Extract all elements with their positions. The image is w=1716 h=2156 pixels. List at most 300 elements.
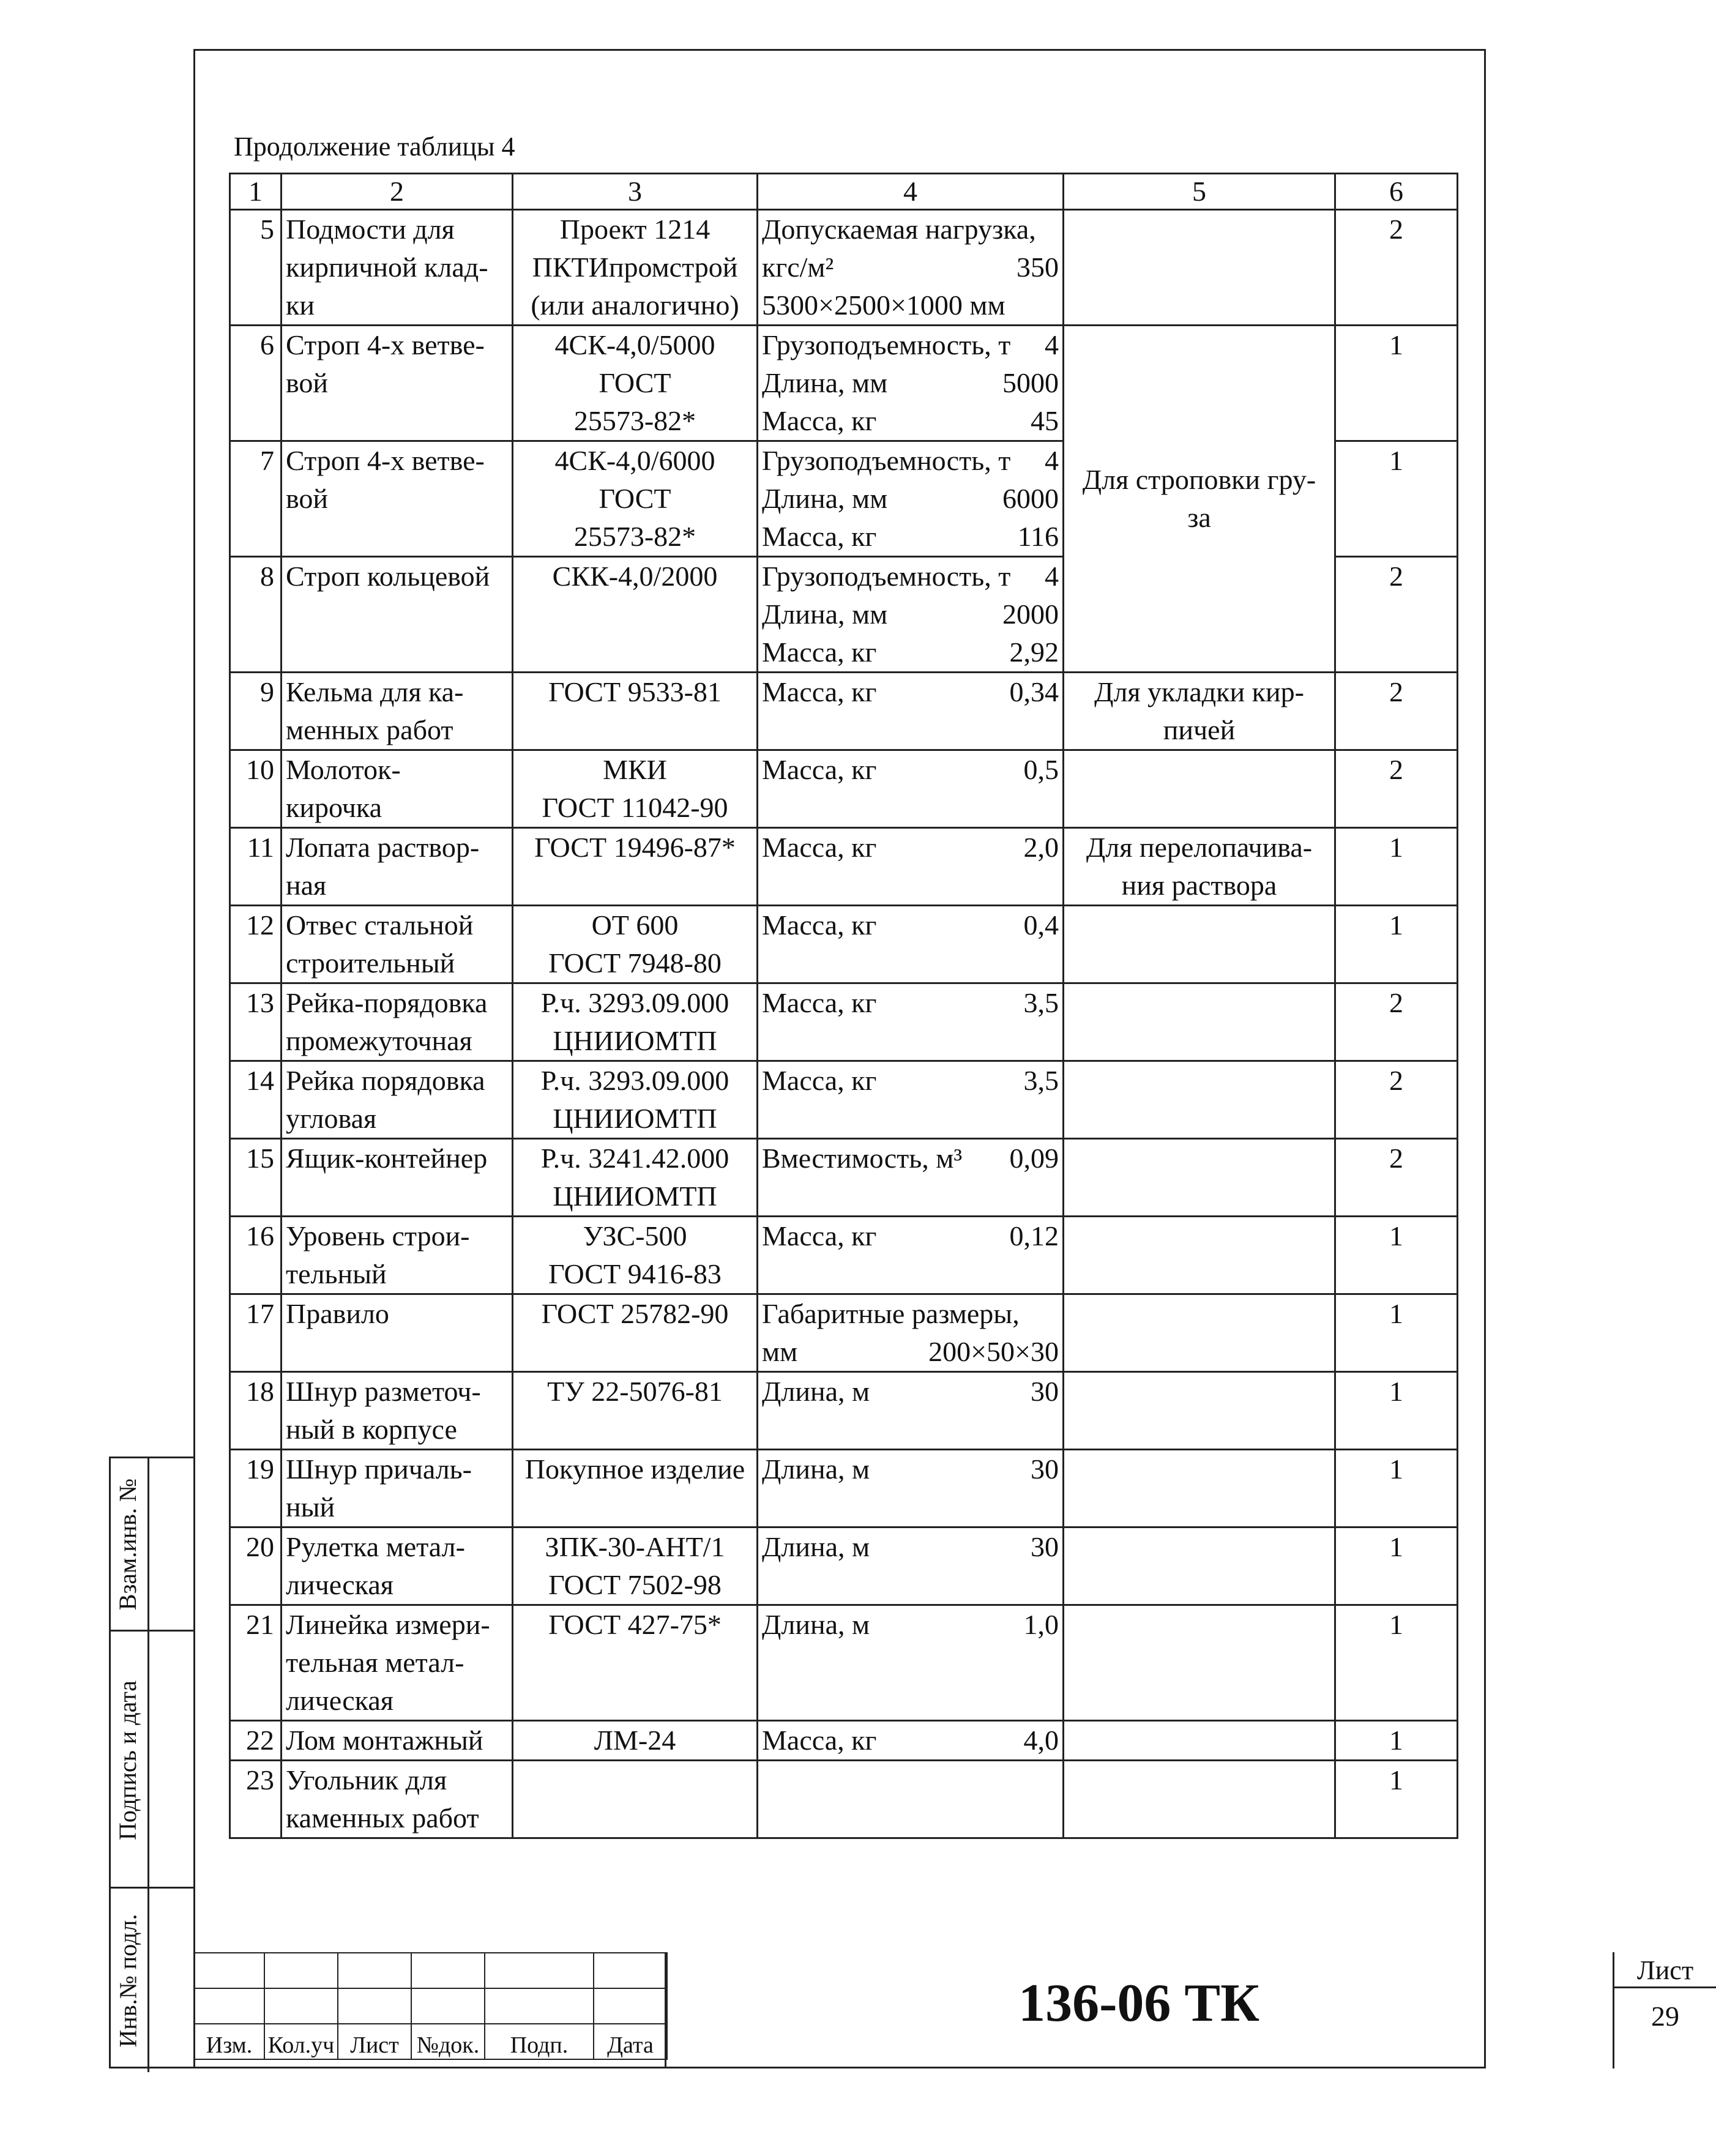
item-quantity: 1 <box>1335 1761 1458 1838</box>
cell-line: Ящик-контейнер <box>286 1143 488 1174</box>
item-mark <box>513 210 758 326</box>
cell-line: ГОСТ 7502-98 <box>548 1569 722 1600</box>
param-label: Длина, м <box>762 1609 870 1640</box>
item-note <box>1064 828 1335 906</box>
row-number: 20 <box>230 1527 282 1605</box>
item-mark <box>513 1721 758 1761</box>
param-line <box>762 211 1059 248</box>
item-quantity: 1 <box>1335 828 1458 906</box>
cell-line: Лом монтажный <box>286 1725 483 1756</box>
header-cell: 3 <box>513 174 758 210</box>
param-label: Габаритные размеры, <box>762 1298 1020 1329</box>
param-value: 3,5 <box>1023 1065 1059 1096</box>
param-label: Вместимость, м³ <box>762 1143 963 1174</box>
param-label: Допускаемая нагрузка, <box>762 214 1036 245</box>
param-line <box>762 518 1059 556</box>
cell-line: Проект 1214 <box>559 214 711 245</box>
item-quantity: 2 <box>1335 210 1458 326</box>
cell-line: ГОСТ 427-75* <box>548 1609 722 1640</box>
item-name <box>282 1061 513 1139</box>
item-note <box>1064 750 1335 828</box>
item-mark <box>513 750 758 828</box>
cell-line: ГОСТ <box>599 367 671 398</box>
item-params <box>758 1450 1064 1527</box>
table-row <box>230 750 1458 828</box>
cell-line: кирпичной клад- <box>286 252 488 283</box>
item-name <box>282 1294 513 1372</box>
item-mark <box>513 1372 758 1450</box>
row-number: 7 <box>230 441 282 557</box>
item-note <box>1064 673 1335 750</box>
item-quantity: 1 <box>1335 1721 1458 1761</box>
param-line <box>762 442 1059 480</box>
title-block-column-label: №док. <box>411 2024 485 2059</box>
document-code: 136-06 ТК <box>1018 1974 1259 2033</box>
param-label: мм <box>762 1336 798 1367</box>
cell-line: ГОСТ 19496-87* <box>534 832 736 863</box>
cell-line: 25573-82* <box>573 521 696 552</box>
param-line <box>762 1606 1059 1644</box>
param-line <box>762 829 1059 867</box>
cell-line: Для укладки кир- <box>1094 676 1304 707</box>
cell-line: Лопата раствор- <box>286 832 480 863</box>
cell-line: Молоток- <box>286 754 401 785</box>
param-label: Длина, м <box>762 1376 870 1407</box>
cell-line: Рейка-порядовка <box>286 987 488 1018</box>
item-params <box>758 441 1064 557</box>
param-line <box>762 1721 1059 1759</box>
param-value: 1,0 <box>1023 1609 1059 1640</box>
cell-line: вой <box>286 367 329 398</box>
cell-line: ОТ 600 <box>591 909 679 941</box>
table-row <box>230 673 1458 750</box>
cell-line: ная <box>286 870 327 901</box>
item-mark <box>513 1061 758 1139</box>
param-value: 6000 <box>1002 483 1059 514</box>
item-mark <box>513 1217 758 1294</box>
cell-line: Шнур разметоч- <box>286 1376 481 1407</box>
param-value: 0,34 <box>1009 676 1059 707</box>
cell-line: Кельма для ка- <box>286 676 464 707</box>
param-line <box>762 248 1059 286</box>
cell-line: ГОСТ 11042-90 <box>542 792 728 823</box>
row-number: 14 <box>230 1061 282 1139</box>
table-row <box>230 828 1458 906</box>
cell-line: менных работ <box>286 714 453 745</box>
merged-note <box>1064 326 1335 673</box>
param-label: Грузоподъемность, т <box>762 561 1011 592</box>
item-params <box>758 1139 1064 1217</box>
param-value: 2000 <box>1002 599 1059 630</box>
item-note <box>1064 210 1335 326</box>
table-row <box>230 906 1458 983</box>
sheet-label: Лист <box>1614 1955 1716 1988</box>
row-number: 16 <box>230 1217 282 1294</box>
title-code-area <box>665 1952 1694 2068</box>
title-block-column-label: Лист <box>338 2024 411 2059</box>
table-row <box>230 1217 1458 1294</box>
item-quantity: 2 <box>1335 673 1458 750</box>
cell-line: Р.ч. 3293.09.000 <box>540 987 729 1018</box>
title-block-column-label: Кол.уч <box>264 2024 338 2059</box>
item-params <box>758 673 1064 750</box>
podpis-label: Подпись и дата <box>114 1680 142 1840</box>
param-label: Грузоподъемность, т <box>762 445 1011 476</box>
table-row <box>230 1139 1458 1217</box>
cell-line: Линейка измери- <box>286 1609 490 1640</box>
item-note <box>1064 906 1335 983</box>
param-label: Длина, м <box>762 1531 870 1562</box>
sheet-box <box>1613 1952 1716 2068</box>
param-label: Масса, кг <box>762 1220 877 1251</box>
item-name <box>282 557 513 673</box>
cell-line: Для перелопачива- <box>1086 832 1313 863</box>
header-cell: 2 <box>282 174 513 210</box>
item-quantity: 2 <box>1335 557 1458 673</box>
table-row <box>230 1527 1458 1605</box>
item-params <box>758 1061 1064 1139</box>
cell-line: промежуточная <box>286 1025 472 1056</box>
item-params <box>758 983 1064 1061</box>
item-note <box>1064 1761 1335 1838</box>
item-name <box>282 1761 513 1838</box>
item-note <box>1064 1527 1335 1605</box>
row-number: 23 <box>230 1761 282 1838</box>
cell-line: МКИ <box>603 754 667 785</box>
param-value: 2,92 <box>1009 636 1059 668</box>
param-line <box>762 364 1059 402</box>
item-mark <box>513 557 758 673</box>
cell-line: 4СК-4,0/6000 <box>554 445 715 476</box>
param-value: 0,4 <box>1023 909 1059 941</box>
side-strip <box>109 1457 193 2068</box>
param-line <box>762 1373 1059 1411</box>
param-line <box>762 480 1059 518</box>
cell-line: Уровень строи- <box>286 1220 470 1251</box>
param-line <box>762 1450 1059 1488</box>
cell-line: ный <box>286 1491 335 1523</box>
item-quantity: 1 <box>1335 1605 1458 1721</box>
table-row <box>230 326 1458 441</box>
cell-line: каменных работ <box>286 1802 479 1833</box>
vzam-label: Взам.инв. № <box>114 1478 142 1610</box>
item-name <box>282 1605 513 1721</box>
item-mark <box>513 983 758 1061</box>
item-quantity: 2 <box>1335 1139 1458 1217</box>
cell-line: лическая <box>286 1569 394 1600</box>
cell-line: Строп 4-х ветве- <box>286 329 485 360</box>
row-number: 19 <box>230 1450 282 1527</box>
item-quantity: 2 <box>1335 983 1458 1061</box>
param-line <box>762 1217 1059 1255</box>
param-line <box>762 286 1059 324</box>
param-value: 200×50×30 <box>928 1336 1059 1367</box>
cell-line: ЛМ-24 <box>594 1725 676 1756</box>
cell-line: Рейка порядовка <box>286 1065 485 1096</box>
item-quantity: 1 <box>1335 1527 1458 1605</box>
table-row <box>230 1721 1458 1761</box>
item-mark <box>513 1450 758 1527</box>
param-label: Масса, кг <box>762 405 877 436</box>
cell-line: ГОСТ 9416-83 <box>548 1258 722 1289</box>
row-number: 9 <box>230 673 282 750</box>
item-quantity: 1 <box>1335 1294 1458 1372</box>
item-note <box>1064 1139 1335 1217</box>
table-row <box>230 1761 1458 1838</box>
item-mark <box>513 828 758 906</box>
header-row <box>230 174 1458 210</box>
cell-line: кирочка <box>286 792 382 823</box>
cell-line: лическая <box>286 1685 394 1716</box>
table-row <box>230 1372 1458 1450</box>
item-params <box>758 1217 1064 1294</box>
item-name <box>282 1721 513 1761</box>
param-label: Длина, мм <box>762 599 888 630</box>
param-value: 4,0 <box>1023 1725 1059 1756</box>
item-note <box>1064 1372 1335 1450</box>
cell-line: Рулетка метал- <box>286 1531 465 1562</box>
param-label: Масса, кг <box>762 832 877 863</box>
param-label: Длина, мм <box>762 483 888 514</box>
item-note <box>1064 1721 1335 1761</box>
param-label: Масса, кг <box>762 636 877 668</box>
param-line <box>762 402 1059 440</box>
cell-line: Р.ч. 3293.09.000 <box>540 1065 729 1096</box>
cell-line: строительный <box>286 947 455 979</box>
cell-line: ный в корпусе <box>286 1414 457 1445</box>
table-caption: Продолжение таблицы 4 <box>234 132 515 162</box>
param-value: 30 <box>1031 1531 1059 1562</box>
row-number: 18 <box>230 1372 282 1450</box>
item-note <box>1064 1217 1335 1294</box>
item-params <box>758 1605 1064 1721</box>
param-line <box>762 906 1059 944</box>
item-params <box>758 326 1064 441</box>
cell-line: за <box>1187 502 1211 533</box>
cell-line: ТУ 22-5076-81 <box>547 1376 723 1407</box>
row-number: 8 <box>230 557 282 673</box>
cell-line: ЦНИИОМТП <box>553 1103 717 1134</box>
cell-line: ЗПК-30-АНТ/1 <box>545 1531 725 1562</box>
cell-line: пичей <box>1163 714 1236 745</box>
item-mark <box>513 441 758 557</box>
item-mark <box>513 906 758 983</box>
param-line <box>762 1140 1059 1177</box>
param-line <box>762 751 1059 789</box>
cell-line: Р.ч. 3241.42.000 <box>540 1143 729 1174</box>
row-number: 13 <box>230 983 282 1061</box>
param-label: Масса, кг <box>762 1725 877 1756</box>
param-label: кгс/м² <box>762 252 834 283</box>
item-name <box>282 983 513 1061</box>
item-params <box>758 557 1064 673</box>
table-row <box>230 1450 1458 1527</box>
item-name <box>282 906 513 983</box>
item-name <box>282 1372 513 1450</box>
param-label: Масса, кг <box>762 987 877 1018</box>
header-cell: 1 <box>230 174 282 210</box>
item-name <box>282 673 513 750</box>
param-value: 4 <box>1045 445 1059 476</box>
param-label: Масса, кг <box>762 1065 877 1096</box>
param-value: 5000 <box>1002 367 1059 398</box>
cell-line: Правило <box>286 1298 389 1329</box>
item-params <box>758 1372 1064 1450</box>
table-row <box>230 1605 1458 1721</box>
param-line <box>762 984 1059 1022</box>
param-line <box>762 595 1059 633</box>
row-number: 5 <box>230 210 282 326</box>
cell-line: Строп кольцевой <box>286 561 490 592</box>
param-line <box>762 633 1059 671</box>
item-params <box>758 210 1064 326</box>
cell-line: ГОСТ <box>599 483 671 514</box>
param-label: Грузоподъемность, т <box>762 329 1011 360</box>
cell-line: Подмости для <box>286 214 455 245</box>
row-number: 6 <box>230 326 282 441</box>
param-line <box>762 1333 1059 1371</box>
cell-line: ЦНИИОМТП <box>553 1025 717 1056</box>
cell-line: Покупное изделие <box>524 1453 745 1485</box>
item-quantity: 2 <box>1335 1061 1458 1139</box>
title-block-column-label: Изм. <box>194 2024 264 2059</box>
table-row <box>230 1061 1458 1139</box>
param-line <box>762 558 1059 595</box>
row-number: 15 <box>230 1139 282 1217</box>
item-note <box>1064 1450 1335 1527</box>
item-name <box>282 441 513 557</box>
item-quantity: 1 <box>1335 441 1458 557</box>
cell-line: тельный <box>286 1258 387 1289</box>
param-line <box>762 1062 1059 1100</box>
cell-line: вой <box>286 483 329 514</box>
param-line <box>762 1528 1059 1566</box>
param-value: 4 <box>1045 329 1059 360</box>
row-number: 22 <box>230 1721 282 1761</box>
row-number: 11 <box>230 828 282 906</box>
cell-line: ния раствора <box>1121 870 1277 901</box>
param-value: 2,0 <box>1023 832 1059 863</box>
item-params <box>758 906 1064 983</box>
table-row <box>230 210 1458 326</box>
item-mark <box>513 1139 758 1217</box>
table-row <box>230 1294 1458 1372</box>
item-quantity: 1 <box>1335 1450 1458 1527</box>
item-params <box>758 1721 1064 1761</box>
equipment-table <box>229 173 1458 1839</box>
cell-line: угловая <box>286 1103 377 1134</box>
item-quantity: 1 <box>1335 1372 1458 1450</box>
param-value: 3,5 <box>1023 987 1059 1018</box>
cell-line: тельная метал- <box>286 1647 464 1678</box>
param-value: 0,12 <box>1009 1220 1059 1251</box>
cell-line: Строп 4-х ветве- <box>286 445 485 476</box>
row-number: 12 <box>230 906 282 983</box>
item-quantity: 2 <box>1335 750 1458 828</box>
row-number: 10 <box>230 750 282 828</box>
cell-line: Угольник для <box>286 1764 447 1796</box>
param-label: 5300×2500×1000 мм <box>762 289 1005 321</box>
item-name <box>282 1217 513 1294</box>
item-mark <box>513 673 758 750</box>
cell-line: СКК-4,0/2000 <box>552 561 718 592</box>
header-cell: 6 <box>1335 174 1458 210</box>
item-name <box>282 750 513 828</box>
header-cell: 5 <box>1064 174 1335 210</box>
cell-line: УЗС-500 <box>583 1220 687 1251</box>
item-name <box>282 326 513 441</box>
inv-label: Инв.№ подл. <box>114 1914 142 2047</box>
item-params <box>758 1527 1064 1605</box>
param-line <box>762 673 1059 711</box>
item-name <box>282 828 513 906</box>
item-mark <box>513 1605 758 1721</box>
cell-line: 25573-82* <box>573 405 696 436</box>
cell-line: Шнур причаль- <box>286 1453 472 1485</box>
cell-line: 4СК-4,0/5000 <box>554 329 715 360</box>
item-quantity: 1 <box>1335 906 1458 983</box>
cell-line: ГОСТ 9533-81 <box>548 676 722 707</box>
row-number: 21 <box>230 1605 282 1721</box>
param-label: Масса, кг <box>762 676 877 707</box>
cell-line: ГОСТ 7948-80 <box>548 947 722 979</box>
item-mark <box>513 1527 758 1605</box>
item-name <box>282 1139 513 1217</box>
param-value: 350 <box>1017 252 1059 283</box>
param-label: Масса, кг <box>762 909 877 941</box>
param-value: 0,5 <box>1023 754 1059 785</box>
param-value: 45 <box>1031 405 1059 436</box>
item-params <box>758 750 1064 828</box>
param-value: 30 <box>1031 1453 1059 1485</box>
item-mark <box>513 1294 758 1372</box>
title-block-column-label: Дата <box>594 2024 667 2059</box>
cell-line: ки <box>286 289 315 321</box>
row-number: 17 <box>230 1294 282 1372</box>
item-name <box>282 1450 513 1527</box>
cell-line: (или аналогично) <box>531 289 739 321</box>
item-note <box>1064 1294 1335 1372</box>
param-label: Масса, кг <box>762 754 877 785</box>
item-note <box>1064 983 1335 1061</box>
cell-line: ПКТИпромстрой <box>532 252 738 283</box>
title-block <box>193 1952 1694 2068</box>
item-quantity: 1 <box>1335 326 1458 441</box>
item-note <box>1064 1061 1335 1139</box>
param-label: Длина, мм <box>762 367 888 398</box>
cell-line: ЦНИИОМТП <box>553 1181 717 1212</box>
table-row <box>230 983 1458 1061</box>
item-params <box>758 1761 1064 1838</box>
item-note <box>1064 1605 1335 1721</box>
param-value: 30 <box>1031 1376 1059 1407</box>
item-mark <box>513 326 758 441</box>
item-mark <box>513 1761 758 1838</box>
param-value: 116 <box>1017 521 1059 552</box>
item-params <box>758 828 1064 906</box>
header-cell: 4 <box>758 174 1064 210</box>
item-quantity: 1 <box>1335 1217 1458 1294</box>
param-value: 0,09 <box>1009 1143 1059 1174</box>
cell-line: Отвес стальной <box>286 909 474 941</box>
title-block-column-label: Подп. <box>485 2024 594 2059</box>
cell-line: ГОСТ 25782-90 <box>541 1298 729 1329</box>
sheet-number: 29 <box>1651 2001 1679 2032</box>
param-line <box>762 1295 1059 1333</box>
param-label: Длина, м <box>762 1453 870 1485</box>
item-name <box>282 210 513 326</box>
item-params <box>758 1294 1064 1372</box>
